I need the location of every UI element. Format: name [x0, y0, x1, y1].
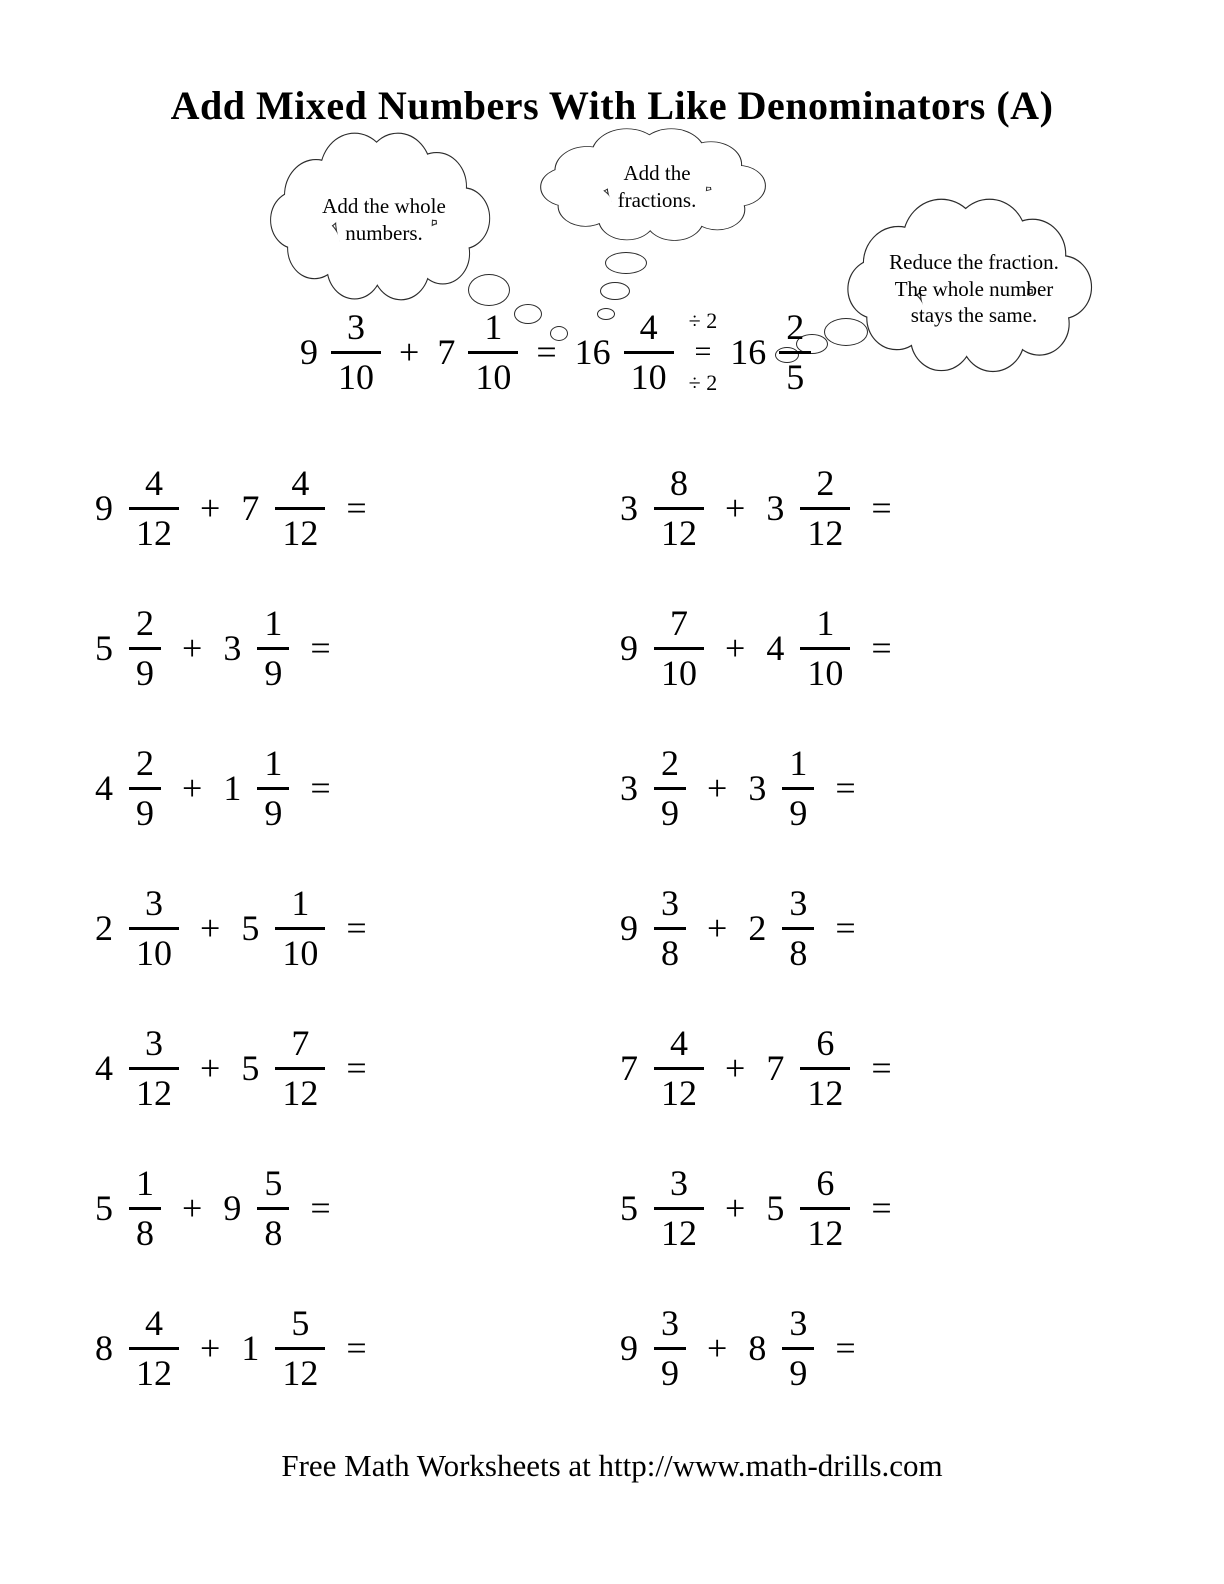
- plus-sign: +: [707, 1328, 728, 1368]
- equals-sign: =: [835, 1328, 856, 1368]
- denominator: 10: [624, 351, 674, 398]
- page-title: Add Mixed Numbers With Like Denominators (A): [170, 83, 1054, 128]
- denominator: 9: [129, 787, 161, 834]
- whole-number: 2: [748, 908, 767, 948]
- whole-number: 9: [95, 488, 113, 528]
- equals-sign: =: [536, 332, 557, 372]
- equals-sign: =: [871, 488, 892, 528]
- denominator: 12: [275, 1067, 325, 1114]
- denominator: 8: [257, 1207, 289, 1254]
- whole-number: 4: [766, 628, 785, 668]
- fraction: [782, 882, 814, 974]
- denominator: 9: [654, 787, 686, 834]
- fraction: [275, 882, 325, 974]
- denominator: 12: [654, 507, 704, 554]
- equals-sign: =: [694, 335, 712, 368]
- denominator: 8: [654, 927, 686, 974]
- denominator: 12: [654, 1067, 704, 1114]
- equals-sign: =: [346, 1048, 367, 1088]
- fraction: [779, 306, 811, 398]
- problem: [620, 998, 1155, 1138]
- whole-number: 3: [223, 628, 242, 668]
- denominator: 10: [129, 927, 179, 974]
- whole-number: 5: [766, 1188, 785, 1228]
- fraction: [331, 306, 381, 398]
- problem: [95, 858, 620, 998]
- denominator: 9: [129, 647, 161, 694]
- whole-number: 2: [95, 908, 113, 948]
- whole-number: 9: [620, 628, 638, 668]
- fraction: [257, 602, 289, 694]
- numerator: 2: [661, 743, 679, 784]
- denominator: 9: [782, 1347, 814, 1394]
- numerator: 3: [670, 1163, 688, 1204]
- whole-number: 5: [620, 1188, 638, 1228]
- plus-sign: +: [725, 628, 746, 668]
- numerator: 1: [816, 603, 835, 644]
- denominator: 10: [331, 351, 381, 398]
- thought-cloud-add-whole-numbers: [268, 132, 500, 308]
- fraction: [468, 306, 518, 398]
- plus-sign: +: [200, 1328, 221, 1368]
- numerator: 4: [639, 307, 658, 348]
- fraction: [654, 1162, 704, 1254]
- plus-sign: +: [200, 1048, 221, 1088]
- problem: [620, 578, 1155, 718]
- example-equation: [300, 300, 811, 404]
- equals-sign: =: [835, 908, 856, 948]
- cloud-text: Add the whole numbers.: [322, 194, 446, 245]
- whole-number: 16: [574, 332, 611, 372]
- thought-bubble: [824, 318, 868, 346]
- plus-sign: +: [200, 488, 221, 528]
- plus-sign: +: [182, 1188, 203, 1228]
- problem: [95, 578, 620, 718]
- problem: [620, 1278, 1155, 1418]
- whole-number: 7: [620, 1048, 638, 1088]
- plus-sign: +: [725, 1048, 746, 1088]
- whole-number: 9: [620, 908, 638, 948]
- fraction: [129, 1302, 179, 1394]
- denominator: 9: [257, 787, 289, 834]
- numerator: 1: [484, 307, 503, 348]
- numerator: 4: [145, 463, 163, 504]
- equals-sign: =: [310, 1188, 331, 1228]
- whole-number: 16: [730, 332, 767, 372]
- problems-grid: [95, 438, 1155, 1418]
- plus-sign: +: [707, 908, 728, 948]
- fraction: [800, 1022, 850, 1114]
- denominator: 12: [129, 1347, 179, 1394]
- whole-number: 1: [241, 1328, 260, 1368]
- problem: [95, 718, 620, 858]
- numerator: 2: [786, 307, 805, 348]
- whole-number: 8: [95, 1328, 113, 1368]
- whole-number: 3: [766, 488, 785, 528]
- problem: [95, 438, 620, 578]
- fraction: [654, 602, 704, 694]
- plus-sign: +: [182, 768, 203, 808]
- numerator: 3: [347, 307, 365, 348]
- denominator: 12: [129, 1067, 179, 1114]
- fraction: [275, 462, 325, 554]
- fraction: [654, 882, 686, 974]
- thought-bubble: [605, 252, 647, 274]
- equals-sign: =: [310, 768, 331, 808]
- problem: [620, 718, 1155, 858]
- whole-number: 7: [766, 1048, 785, 1088]
- plus-sign: +: [399, 332, 420, 372]
- denominator: 10: [275, 927, 325, 974]
- whole-number: 3: [748, 768, 767, 808]
- fraction: [129, 742, 161, 834]
- cloud-text: Reduce the fraction. The whole number stays the same.: [889, 249, 1059, 328]
- numerator: 3: [789, 883, 808, 924]
- fraction: [654, 1302, 686, 1394]
- numerator: 3: [145, 883, 163, 924]
- plus-sign: +: [182, 628, 203, 668]
- whole-number: 4: [95, 1048, 113, 1088]
- numerator: 6: [816, 1023, 835, 1064]
- thought-bubble: [600, 282, 630, 300]
- whole-number: 3: [620, 768, 638, 808]
- denominator: 9: [257, 647, 289, 694]
- whole-number: 3: [620, 488, 638, 528]
- numerator: 5: [291, 1303, 310, 1344]
- denominator: 12: [800, 507, 850, 554]
- whole-number: 7: [437, 332, 456, 372]
- whole-number: 5: [95, 1188, 113, 1228]
- whole-number: 9: [300, 332, 318, 372]
- plus-sign: +: [725, 1188, 746, 1228]
- divide-by-two-bottom: ÷ 2: [688, 370, 718, 395]
- numerator: 1: [291, 883, 310, 924]
- numerator: 5: [264, 1163, 283, 1204]
- problem: [620, 858, 1155, 998]
- denominator: 8: [129, 1207, 161, 1254]
- denominator: 10: [654, 647, 704, 694]
- fraction: [129, 602, 161, 694]
- plus-sign: +: [707, 768, 728, 808]
- equals-sign: =: [346, 908, 367, 948]
- fraction: [129, 1162, 161, 1254]
- numerator: 1: [136, 1163, 154, 1204]
- thought-cloud-add-fractions: [538, 128, 776, 246]
- denominator: 8: [782, 927, 814, 974]
- whole-number: 9: [223, 1188, 242, 1228]
- numerator: 4: [291, 463, 310, 504]
- whole-number: 5: [95, 628, 113, 668]
- equals-sign: =: [871, 1188, 892, 1228]
- fraction: [654, 462, 704, 554]
- numerator: 1: [264, 743, 283, 784]
- numerator: 3: [789, 1303, 808, 1344]
- fraction: [800, 1162, 850, 1254]
- whole-number: 5: [241, 1048, 260, 1088]
- whole-number: 9: [620, 1328, 638, 1368]
- numerator: 3: [661, 883, 679, 924]
- numerator: 2: [816, 463, 835, 504]
- numerator: 4: [670, 1023, 688, 1064]
- numerator: 2: [136, 743, 154, 784]
- whole-number: 4: [95, 768, 113, 808]
- equals-sign: =: [346, 488, 367, 528]
- whole-number: 1: [223, 768, 242, 808]
- fraction: [782, 1302, 814, 1394]
- numerator: 7: [291, 1023, 310, 1064]
- whole-number: 5: [241, 908, 260, 948]
- whole-number: 7: [241, 488, 260, 528]
- denominator: 10: [800, 647, 850, 694]
- reduce-annotation: [689, 310, 718, 394]
- whole-number: 8: [748, 1328, 767, 1368]
- numerator: 7: [670, 603, 688, 644]
- numerator: 2: [136, 603, 154, 644]
- numerator: 3: [145, 1023, 163, 1064]
- denominator: 12: [800, 1067, 850, 1114]
- plus-sign: +: [725, 488, 746, 528]
- numerator: 3: [661, 1303, 679, 1344]
- denominator: 5: [779, 351, 811, 398]
- problem: [620, 1138, 1155, 1278]
- fraction: [275, 1022, 325, 1114]
- problem: [620, 438, 1155, 578]
- numerator: 6: [816, 1163, 835, 1204]
- denominator: 12: [275, 1347, 325, 1394]
- equals-sign: =: [310, 628, 331, 668]
- numerator: 8: [670, 463, 688, 504]
- footer-credit: Free Math Worksheets at http://www.math-drills.com: [281, 1448, 943, 1483]
- fraction: [257, 742, 289, 834]
- fraction: [129, 462, 179, 554]
- cloud-text: Add the fractions.: [617, 161, 697, 212]
- equals-sign: =: [871, 1048, 892, 1088]
- fraction: [654, 742, 686, 834]
- problem: [95, 1138, 620, 1278]
- equals-sign: =: [835, 768, 856, 808]
- fraction: [257, 1162, 289, 1254]
- fraction: [624, 306, 674, 398]
- fraction: [129, 882, 179, 974]
- denominator: 12: [129, 507, 179, 554]
- fraction: [654, 1022, 704, 1114]
- numerator: 1: [789, 743, 808, 784]
- divide-by-two-top: ÷ 2: [688, 308, 718, 333]
- thought-cloud-reduce-fraction: [845, 198, 1103, 380]
- fraction: [129, 1022, 179, 1114]
- plus-sign: +: [200, 908, 221, 948]
- problem: [95, 998, 620, 1138]
- numerator: 1: [264, 603, 283, 644]
- fraction: [782, 742, 814, 834]
- denominator: 10: [468, 351, 518, 398]
- denominator: 12: [654, 1207, 704, 1254]
- equals-sign: =: [871, 628, 892, 668]
- denominator: 12: [800, 1207, 850, 1254]
- denominator: 9: [782, 787, 814, 834]
- problem: [95, 1278, 620, 1418]
- numerator: 4: [145, 1303, 163, 1344]
- denominator: 9: [654, 1347, 686, 1394]
- denominator: 12: [275, 507, 325, 554]
- fraction: [275, 1302, 325, 1394]
- fraction: [800, 462, 850, 554]
- fraction: [800, 602, 850, 694]
- equals-sign: =: [346, 1328, 367, 1368]
